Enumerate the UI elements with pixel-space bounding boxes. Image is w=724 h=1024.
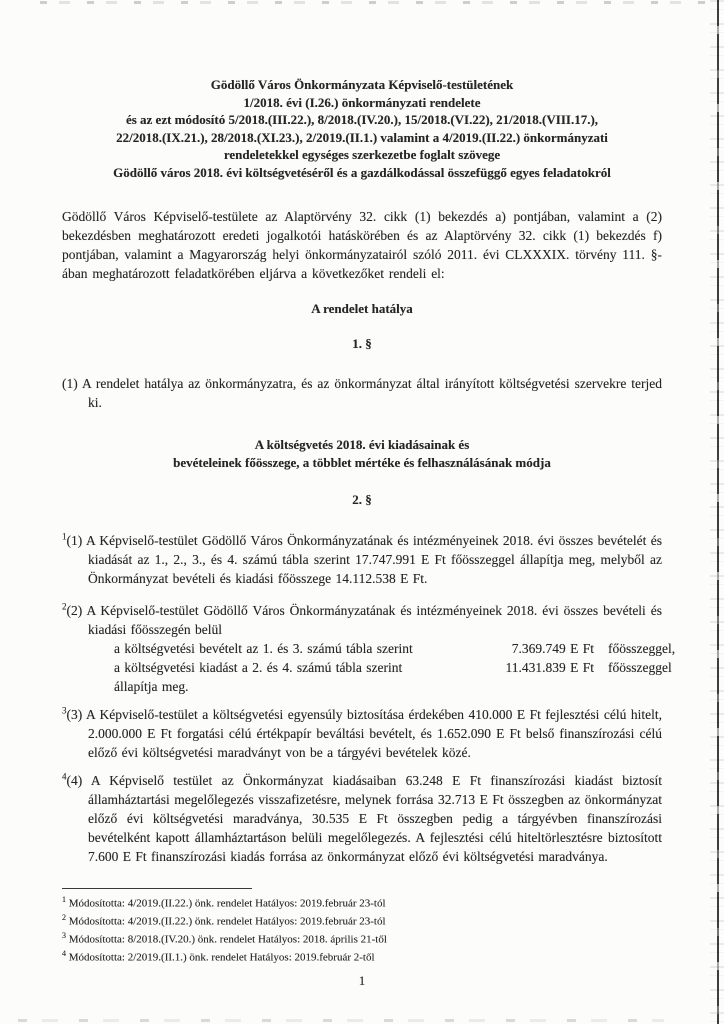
amount-value: 7.369.749 E Ft	[511, 641, 594, 656]
document-content	[62, 76, 676, 990]
footnote-separator	[62, 888, 252, 889]
title-line-3: és az ezt módosító 5/2018.(III.22.), 8/2018.(IV.20.), 15/2018.(VI.22), 21/2018.(VIII.17.),	[125, 112, 599, 127]
footnote-ref-2: 2	[62, 601, 67, 612]
scan-artifact-right-line	[717, 0, 719, 1024]
footnote-ref-3: 3	[62, 705, 67, 716]
paragraph-outro: állapítja meg.	[114, 679, 189, 694]
title-line-1: Gödöllő Város Önkormányzata Képviselő-testületének	[210, 77, 514, 92]
paragraph-marker: (1)	[66, 533, 83, 548]
paragraph-text: A rendelet hatálya az önkormányzatra, és az önkormányzat által irányított költségvetési szervekre terjed ki.	[81, 376, 662, 410]
footnote-item	[62, 929, 662, 947]
footnote-marker: 4	[62, 949, 66, 959]
title-line-2: 1/2018. évi (I.26.) önkormányzati rendelete	[243, 94, 481, 110]
paragraph-2-4	[62, 771, 662, 866]
paragraph-2-2	[62, 601, 676, 696]
footnote-item	[62, 947, 662, 965]
paragraph-2-1	[62, 531, 662, 588]
footnote-text: Módosította: 4/2019.(II.22.) önk. rendelet Hatályos: 2019.február 23-tól	[68, 915, 386, 928]
section-1-number: 1. §	[352, 336, 372, 351]
amount-label: a költségvetési kiadást a 2. és 4. számú tábla szerint	[114, 660, 403, 675]
section-1-heading: A rendelet hatálya	[311, 301, 413, 316]
document-title	[62, 76, 662, 181]
preamble-paragraph: Gödöllő Város Képviselő-testülete az Alaptörvény 32. cikk (1) bekezdés a) pontjában, valamint a (2) bekezdésben meghatározott eredeti jogalkotói hatáskörében és az Alaptörvény 32. cikk (1) bekezdés f) pontjában, valamint a Magyarország helyi önkormányzatairól szóló 2011. évi CLXXXIX. törvény 111. §-ában meghatározott feladatkörében eljárva a következőket rendeli el:	[62, 209, 662, 281]
title-line-6: Gödöllő város 2018. évi költségvetéséről és a gazdálkodással összefüggő egyes feladatokról	[113, 164, 611, 180]
paragraph-1-1	[62, 374, 662, 412]
scan-artifact-top-edge	[40, 1, 714, 4]
section-2-number: 2. §	[352, 492, 372, 507]
amount-label: a költségvetési bevételt az 1. és 3. számú tábla szerint	[114, 641, 413, 656]
footnote-text: Módosította: 8/2018.(IV.20.) önk. rendelet Hatályos: 2018. április 21-től	[68, 933, 387, 946]
amounts-table	[114, 639, 676, 677]
section-2-heading-line-1: A költségvetés 2018. évi kiadásainak és	[254, 437, 470, 452]
footnote-marker: 2	[62, 913, 66, 923]
footnote-text: Módosította: 2/2019.(II.1.) önk. rendelet Hatályos: 2019.február 2-től	[68, 952, 375, 965]
paragraph-marker: (3)	[66, 707, 83, 722]
paragraph-marker: (4)	[66, 773, 83, 788]
amount-row	[114, 639, 676, 658]
footnote-ref-4: 4	[62, 771, 67, 782]
title-line-5: rendeletekkel egységes szerkezetbe foglalt szövege	[223, 147, 501, 162]
scan-artifact-bottom-edge	[18, 1019, 664, 1022]
paragraph-marker: (1)	[62, 376, 78, 391]
paragraph-2-3	[62, 705, 662, 762]
footnote-item	[62, 893, 662, 911]
paragraph-text: A Képviselő-testület Gödöllő Város Önkormányzatának és intézményeinek 2018. évi összes bevételét és kiadását az 1., 2., 3., és 4. számú tábla szerint 17.747.991 E Ft főösszeggel állapítja meg, melyből az Önkormányzat bevételi és kiadási főösszege 14.112.538 E Ft.	[85, 533, 662, 586]
paragraph-text: A Képviselő-testület Gödöllő Város Önkormányzatának és intézményeinek 2018. évi összes bevételi és kiadási főösszegén belül	[86, 603, 662, 637]
section-2-heading	[62, 436, 662, 472]
footnote-item	[62, 911, 662, 929]
title-line-4: 22/2018.(IX.21.), 28/2018.(XI.23.), 2/2019.(II.1.) valamint a 4/2019.(II.22.) önkormányzati	[116, 129, 608, 145]
page-number: 1	[358, 972, 366, 988]
paragraph-text: A Képviselő-testület a költségvetési egyensúly biztosítása érdekében 410.000 E Ft fejlesztési célú hitelt, 2.000.000 E Ft forgatási célú értékpapír beváltási bevételt, és 1.652.090 E Ft belső finanszírozási célú előző évi költségvetési maradványt von be a tárgyévi bevételek közé.	[86, 707, 662, 760]
amount-row	[114, 658, 672, 677]
amount-suffix: főösszeggel,	[608, 641, 676, 656]
footnote-text: Módosította: 4/2019.(II.22.) önk. rendelet Hatályos: 2019.február 23-tól	[68, 897, 386, 910]
footnote-ref-1: 1	[62, 531, 67, 542]
paragraph-text: A Képviselő testület az Önkormányzat kiadásaiban 63.248 E Ft finanszírozási kiadást biztosít államháztartási megelőlegezés visszafizetésre, melynek forrása 32.713 E Ft összegben az önkormányzat előző évi költségvetési maradványa, 30.535 E Ft összegben pedig a tárgyévben finanszírozási bevételként kapott államháztartáson belüli megelőlegezés. A fejlesztési célú hiteltörlesztésre biztosított 7.600 E Ft finanszírozási kiadás forrása az önkormányzat előző évi költségvetési maradványa.	[88, 773, 662, 864]
section-2-heading-line-2: bevételeinek főösszege, a többlet mértéke és felhasználásának módja	[173, 455, 551, 470]
paragraph-marker: (2)	[66, 603, 83, 618]
footnote-marker: 1	[62, 895, 66, 904]
amount-value: 11.431.839 E Ft	[505, 660, 594, 675]
footnotes	[62, 893, 662, 966]
footnote-marker: 3	[62, 931, 66, 941]
amount-suffix: főösszeggel	[608, 660, 672, 675]
